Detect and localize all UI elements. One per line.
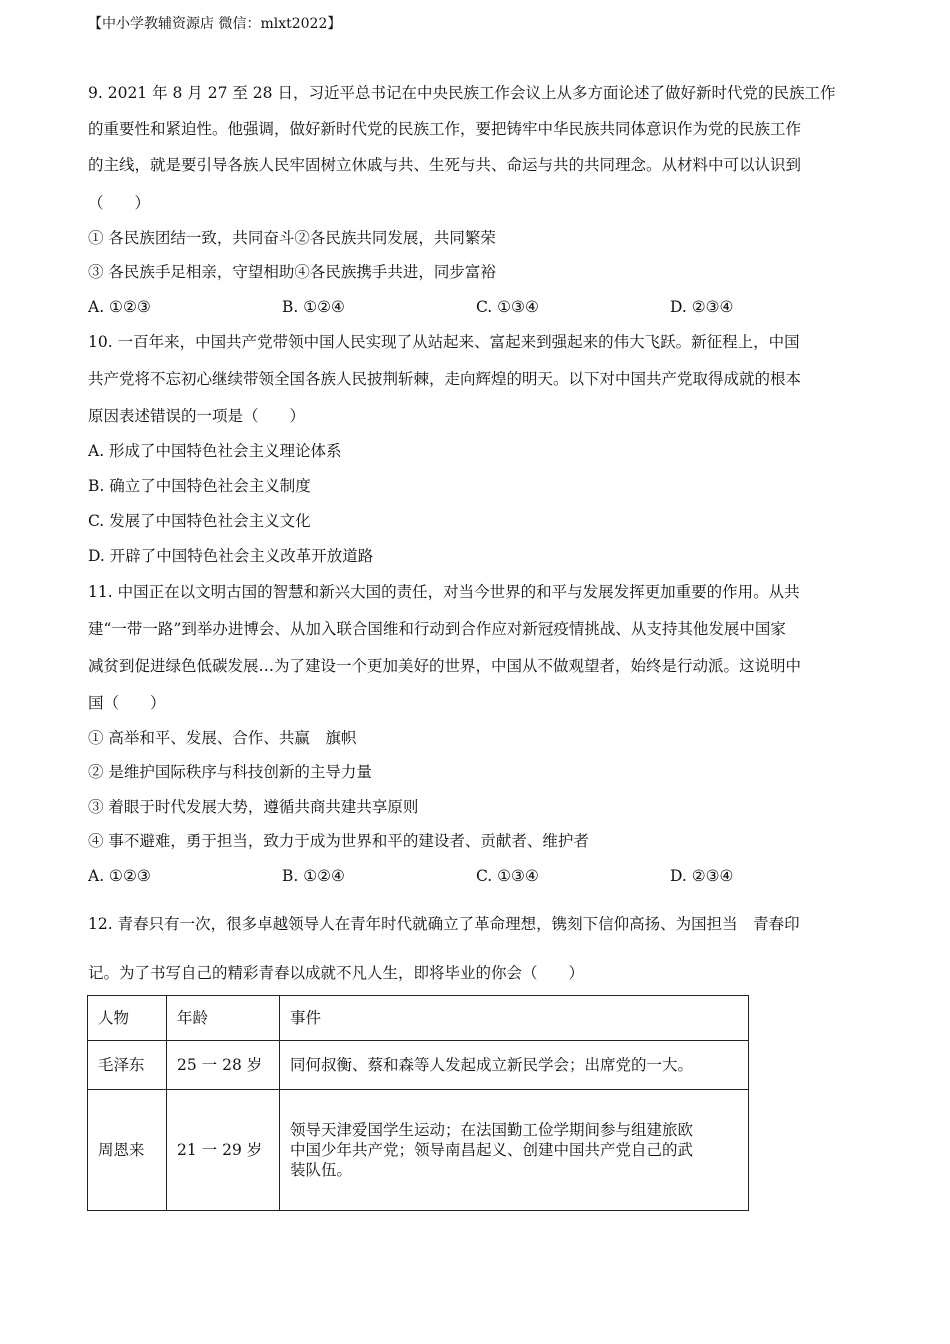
q12-stem-line-2: 记。为了书写自己的精彩青春以成就不凡人生，即将毕业的你会（ ） [88, 964, 585, 982]
row-age: 25 一 28 岁 [167, 1041, 280, 1090]
header-age: 年龄 [167, 996, 280, 1041]
q9-stem-line-1: 9. 2021 年 8 月 27 至 28 日，习近平总书记在中央民族工作会议上从多方面论述了做好新时代党的民族工作 [88, 84, 836, 102]
q9-item-1: ① 各民族团结一致，共同奋斗②各民族共同发展，共同繁荣 [88, 229, 496, 247]
row-event-line-3: 装队伍。 [290, 1161, 353, 1179]
q11-item-2: ② 是维护国际秩序与科技创新的主导力量 [88, 763, 372, 781]
q12-stem-line-1: 12. 青春只有一次，很多卓越领导人在青年时代就确立了革命理想，镌刻下信仰高扬、为国担当 青春印 [88, 915, 800, 933]
row-event-line-1: 领导天津爱国学生运动；在法国勤工俭学期间参与组建旅欧 [290, 1121, 694, 1139]
q10-option-c: C. 发展了中国特色社会主义文化 [88, 512, 311, 530]
q11-stem-line-1: 11. 中国正在以文明古国的智慧和新兴大国的责任，对当今世界的和平与发展发挥更加重要的作用。从共 [88, 583, 800, 601]
table-row [88, 1090, 749, 1211]
q9-option-b: B. ①②④ [282, 298, 345, 316]
row-event [280, 1090, 749, 1211]
leaders-table [87, 995, 749, 1211]
q11-stem-line-4: 国（ ） [88, 694, 166, 712]
row-event-line-2: 中国少年共产党；领导南昌起义、创建中国共产党自己的武 [290, 1141, 694, 1159]
q11-option-d: D. ②③④ [670, 867, 734, 885]
row-name: 毛泽东 [88, 1041, 167, 1090]
q11-item-1: ① 高举和平、发展、合作、共赢 旗帜 [88, 729, 357, 747]
q11-item-3: ③ 着眼于时代发展大势，遵循共商共建共享原则 [88, 798, 419, 816]
q9-stem-line-2: 的重要性和紧迫性。他强调，做好新时代党的民族工作，要把铸牢中华民族共同体意识作为党的民族工作 [88, 120, 802, 138]
header-event: 事件 [280, 996, 749, 1041]
q10-option-a: A. 形成了中国特色社会主义理论体系 [88, 442, 342, 460]
q11-option-c: C. ①③④ [476, 867, 539, 885]
q9-stem-line-3: 的主线，就是要引导各族人民牢固树立休戚与共、生死与共、命运与共的共同理念。从材料中可以认识到 [88, 156, 802, 174]
q9-option-c: C. ①③④ [476, 298, 539, 316]
q10-stem-line-3: 原因表述错误的一项是（ ） [88, 407, 306, 425]
q11-item-4: ④ 事不避难，勇于担当，致力于成为世界和平的建设者、贡献者、维护者 [88, 832, 589, 850]
q9-option-a: A. ①②③ [88, 298, 151, 316]
q10-option-b: B. 确立了中国特色社会主义制度 [88, 477, 311, 495]
row-age: 21 一 29 岁 [167, 1090, 280, 1211]
q11-stem-line-2: 建“一带一路”到举办进博会、从加入联合国维和行动到合作应对新冠疫情挑战、从支持其他发展中国家 [88, 620, 786, 638]
q11-stem-line-3: 减贫到促进绿色低碳发展…为了建设一个更加美好的世界，中国从不做观望者，始终是行动派。这说明中 [88, 657, 802, 675]
q9-item-2: ③ 各民族手足相亲，守望相助④各民族携手共进，同步富裕 [88, 263, 496, 281]
q10-stem-line-1: 10. 一百年来，中国共产党带领中国人民实现了从站起来、富起来到强起来的伟大飞跃。新征程上，中国 [88, 333, 800, 351]
q9-stem-line-4: （ ） [88, 194, 151, 212]
table-header-row [88, 996, 749, 1041]
q10-option-d: D. 开辟了中国特色社会主义改革开放道路 [88, 547, 374, 565]
q11-option-a: A. ①②③ [88, 867, 151, 885]
header-person: 人物 [88, 996, 167, 1041]
q9-option-d: D. ②③④ [670, 298, 734, 316]
table-row [88, 1041, 749, 1090]
page-header-watermark: 【中小学教辅资源店 微信：mlxt2022】 [88, 16, 342, 32]
row-name: 周恩来 [88, 1090, 167, 1211]
q10-stem-line-2: 共产党将不忘初心继续带领全国各族人民披荆斩棘，走向辉煌的明天。以下对中国共产党取得成就的根本 [88, 370, 802, 388]
row-event: 同何叔衡、蔡和森等人发起成立新民学会；出席党的一大。 [280, 1041, 749, 1090]
q11-option-b: B. ①②④ [282, 867, 345, 885]
